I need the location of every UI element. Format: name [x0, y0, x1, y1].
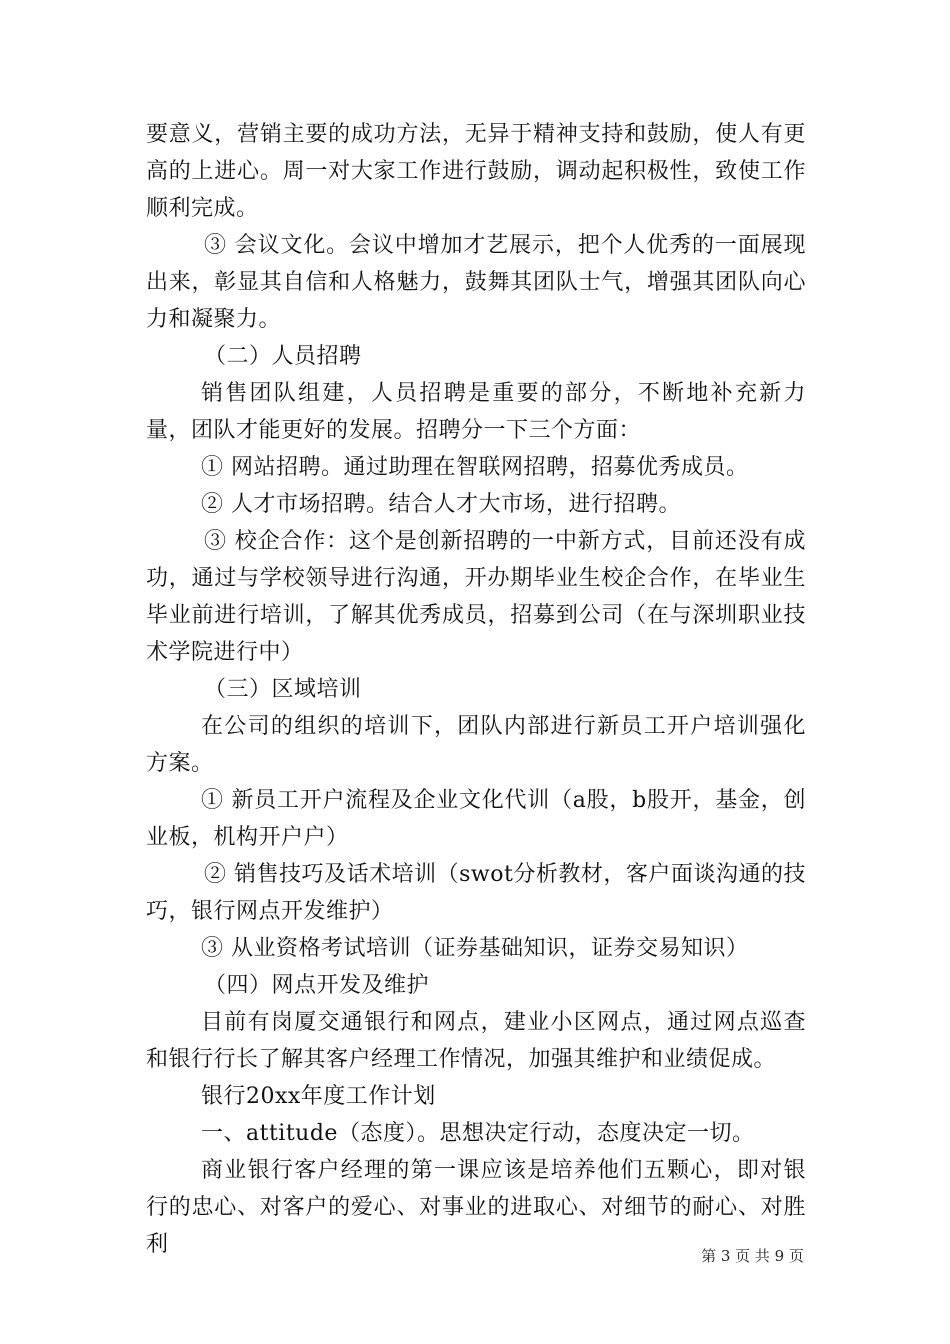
page-number: 第 3 页 共 9 页 [701, 1247, 804, 1265]
paragraph-9: 在公司的组织的培训下，团队内部进行新员工开户培训强化方案。 [146, 714, 806, 776]
list-item-school-cooperation: ③ 校企合作：这个是创新招聘的一中新方式，目前还没有成功，通过与学校领导进行沟通，开办期毕业生校企合作，在毕业生毕业前进行培训，了解其优秀成员，招募到公司（在与深圳职业技术学院进行中） [146, 529, 806, 665]
document-body [146, 116, 806, 1263]
list-item-account-opening: ① 新员工开户流程及企业文化代训（a股，b股开，基金，创业板，机构开户户） [146, 788, 806, 850]
list-item-qualification-exam: ③ 从业资格考试培训（证券基础知识，证券交易知识） [201, 936, 749, 961]
plan-title: 银行20xx年度工作计划 [201, 1084, 436, 1109]
section-heading-training: （三）区域培训 [204, 677, 362, 702]
list-item-sales-skills: ② 销售技巧及话术培训（swot分析教材，客户面谈沟通的技巧，银行网点开发维护） [146, 862, 806, 924]
paragraph-2: ③ 会议文化。会议中增加才艺展示，把个人优秀的一面展现出来，彰显其自信和人格魅力，鼓舞其团队士气，增强其团队向心力和凝聚力。 [146, 233, 806, 332]
section-heading-branches: （四）网点开发及维护 [204, 973, 430, 998]
list-item-talent-market: ② 人才市场招聘。结合人才大市场，进行招聘。 [201, 492, 681, 517]
plan-item-attitude: 一、attitude（态度）。思想决定行动，态度决定一切。 [201, 1121, 755, 1146]
paragraph-1: 要意义，营销主要的成功方法，无异于精神支持和鼓励，使人有更高的上进心。周一对大家工作进行鼓励，调动起积极性，致使工作顺利完成。 [146, 122, 806, 221]
section-heading-recruitment: （二）人员招聘 [204, 344, 362, 369]
paragraph-14: 目前有岗厦交通银行和网点，建业小区网点，通过网点巡查和银行行长了解其客户经理工作情况，加强其维护和业绩促成。 [146, 1010, 806, 1072]
paragraph-17: 商业银行客户经理的第一课应该是培养他们五颗心，即对银行的忠心、对客户的爱心、对事业的进取心、对细节的耐心、对胜利 [146, 1158, 806, 1257]
paragraph-4: 销售团队组建，人员招聘是重要的部分，不断地补充新力量，团队才能更好的发展。招聘分一下三个方面： [146, 381, 806, 443]
list-item-website-recruitment: ① 网站招聘。通过助理在智联网招聘，招募优秀成员。 [201, 455, 749, 480]
